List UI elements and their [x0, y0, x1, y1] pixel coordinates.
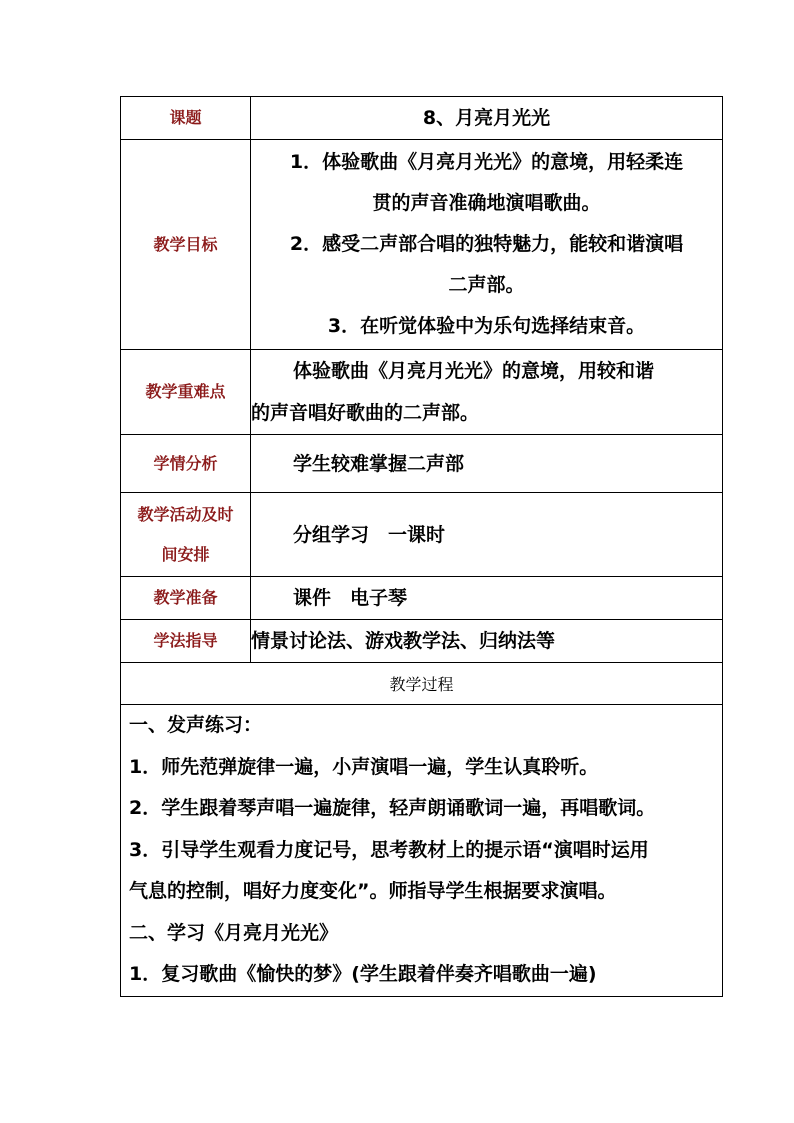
label-objectives: 教学目标 [121, 140, 251, 350]
objective-line: 1．体验歌曲《月亮月光光》的意境，用轻柔连 [289, 151, 684, 173]
lesson-plan-table [120, 96, 723, 997]
process-line: 3．引导学生观看力度记号，思考教材上的提示语“演唱时运用 [129, 838, 649, 861]
label-activity [121, 493, 251, 577]
analysis-value: 学生较难掌握二声部 [251, 435, 723, 493]
lesson-title: 8、月亮月光光 [251, 97, 723, 140]
row-objectives [121, 140, 723, 350]
activity-value: 分组学习 一课时 [251, 493, 723, 577]
row-activity [121, 493, 723, 577]
process-line: 1．师先范弹旋律一遍，小声演唱一遍，学生认真聆听。 [129, 755, 599, 778]
key-points-line: 的声音唱好歌曲的二声部。 [251, 402, 480, 424]
process-cell [121, 705, 723, 997]
label-method: 学法指导 [121, 620, 251, 663]
process-header: 教学过程 [121, 663, 723, 705]
preparation-value: 课件 电子琴 [251, 577, 723, 620]
objective-line: 3．在听觉体验中为乐句选择结束音。 [327, 315, 646, 337]
process-line: 1．复习歌曲《愉快的梦》(学生跟着伴奏齐唱歌曲一遍) [129, 963, 597, 986]
process-line: 一、发声练习： [129, 714, 263, 737]
process-line: 二、学习《月亮月光光》 [129, 921, 339, 944]
row-process [121, 705, 723, 997]
row-process-header [121, 663, 723, 705]
method-value: 情景讨论法、游戏教学法、归纳法等 [251, 620, 723, 663]
objectives-cell [251, 140, 723, 350]
key-points-cell [251, 350, 723, 435]
row-topic [121, 97, 723, 140]
row-method [121, 620, 723, 663]
row-preparation [121, 577, 723, 620]
label-preparation: 教学准备 [121, 577, 251, 620]
objective-line: 二声部。 [448, 274, 525, 296]
process-line: 2．学生跟着琴声唱一遍旋律，轻声朗诵歌词一遍，再唱歌词。 [129, 797, 656, 820]
label-activity-line: 间安排 [161, 544, 210, 564]
row-analysis [121, 435, 723, 493]
objective-line: 2．感受二声部合唱的独特魅力，能较和谐演唱 [289, 233, 684, 255]
label-key-points: 教学重难点 [121, 350, 251, 435]
label-topic: 课题 [121, 97, 251, 140]
row-key-points [121, 350, 723, 435]
label-analysis: 学情分析 [121, 435, 251, 493]
label-activity-line: 教学活动及时 [137, 504, 234, 524]
process-line: 气息的控制，唱好力度变化”。师指导学生根据要求演唱。 [129, 880, 617, 903]
key-points-line: 体验歌曲《月亮月光光》的意境，用较和谐 [293, 360, 655, 382]
objective-line: 贯的声音准确地演唱歌曲。 [372, 192, 601, 214]
